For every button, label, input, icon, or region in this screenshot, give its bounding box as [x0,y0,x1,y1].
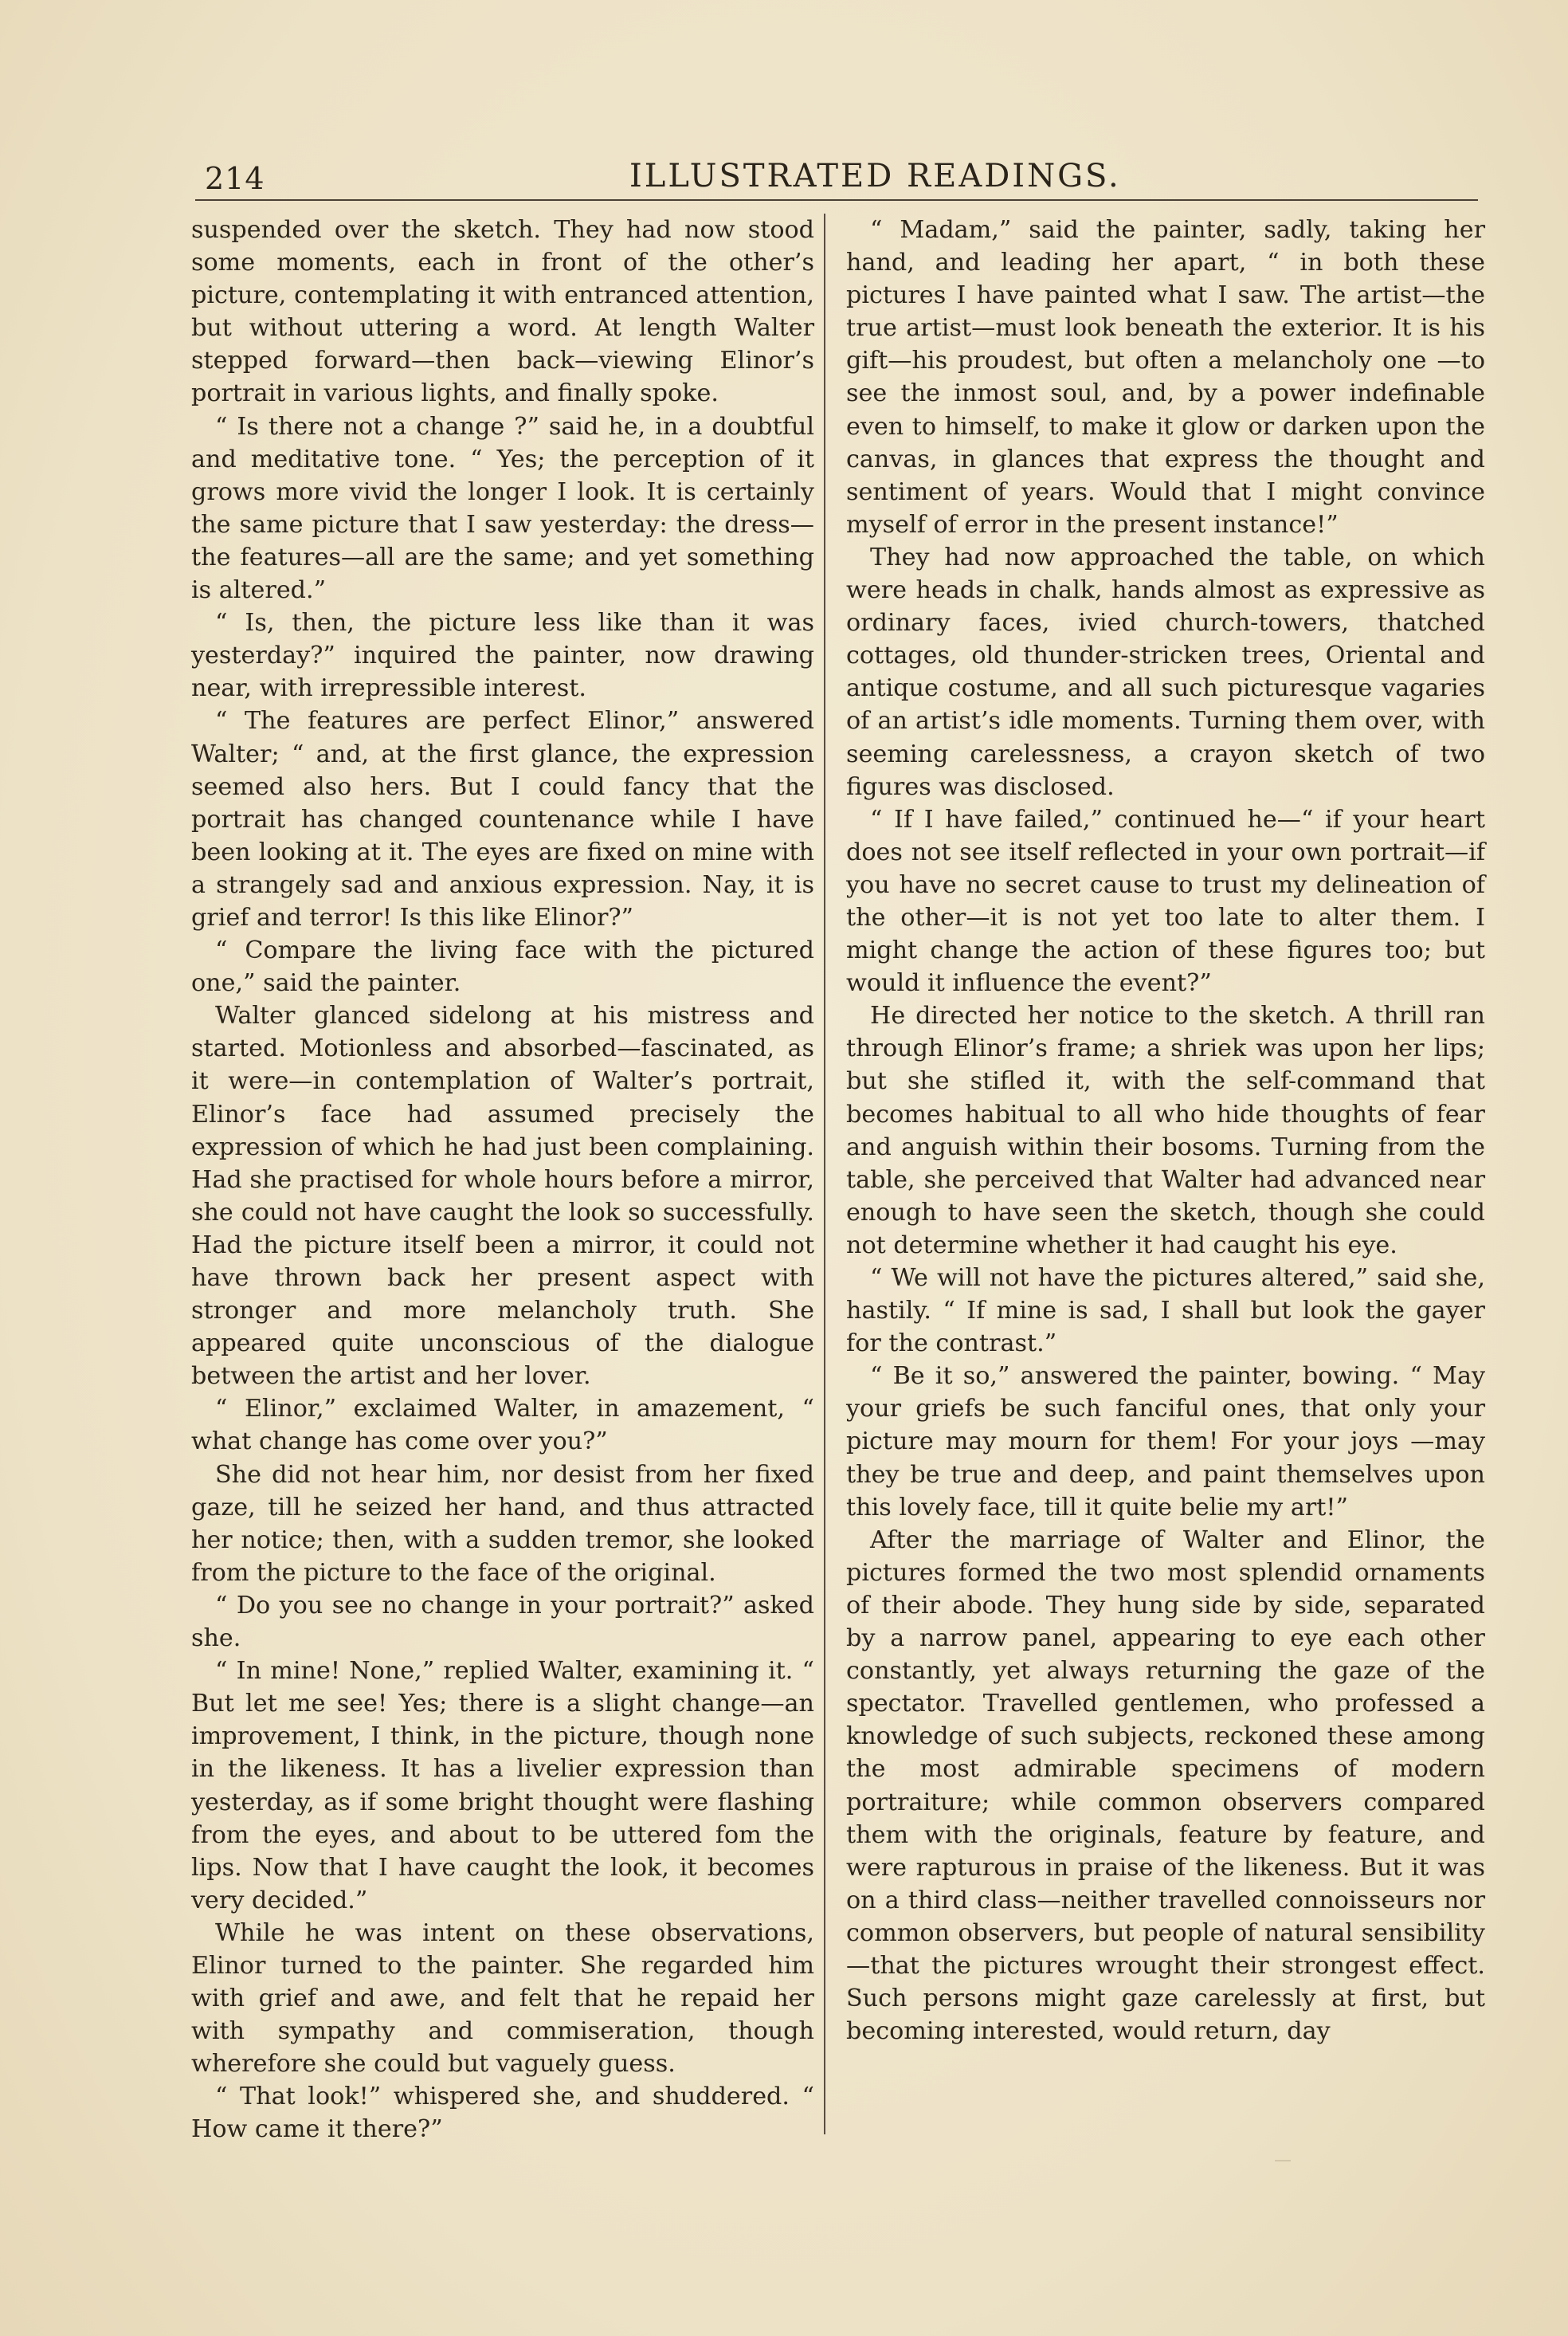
paragraph: Walter glanced sidelong at his mistress and started. Motionless and absorbed—fascinated, as it were—in contemplation of Walter’s portrait, Elinor’s face had assumed precisely the expression of which he had just been complaining. Had she practised for whole hours before a mirror, she could not have caught the look so successfully. Had the picture itself been a mirror, it could not have thrown back her present aspect with stronger and more melancholy truth. She appeared quite unconscious of the dialogue between the artist and her lover. [191,1002,814,1391]
paragraph: “ Compare the living face with the pictured one,” said the painter. [191,936,814,998]
running-head: ILLUSTRATED READINGS. [629,158,1121,194]
paragraph: “ We will not have the pictures altered,” said she, hastily. “ If mine is sad, I shall but look the gayer for the contrast.” [846,1264,1485,1358]
paragraph: suspended over the sketch. They had now stood some moments, each in front of the other’s picture, contemplating it with entranced attention, but without uttering a word. At length Walter stepped forward—then back—viewing Elinor’s portrait in various lights, and finally spoke. [191,216,814,408]
paragraph: “ That look!” whispered she, and shuddered. “ How came it there?” [191,2083,814,2144]
paragraph: “ Is, then, the picture less like than it was yesterday?” inquired the painter, now drawing near, with irrepressible interest. [191,609,814,703]
page-header [195,158,1478,201]
paragraph: They had now approached the table, on which were heads in chalk, hands almost as expressive as ordinary faces, ivied church-towers, thatched cottages, old thunder-stricken trees, Oriental and antique costume, and all such picturesque vagaries of an artist’s idle moments. Turning them over, with seeming carelessness, a crayon sketch of two figures was disclosed. [846,543,1485,801]
paragraph: “ Do you see no change in your portrait?” asked she. [191,1591,814,1653]
paragraph: While he was intent on these observations, Elinor turned to the painter. She regarded him with grief and awe, and felt that he repaid her with sympathy and commiseration, though wherefore she could but vaguely guess. [191,1918,814,2079]
paragraph: She did not hear him, nor desist from her fixed gaze, till he seized her hand, and thus attracted her notice; then, with a sudden tremor, she looked from the picture to the face of the original. [191,1460,814,1587]
paragraph: “ The features are perfect Elinor,” answered Walter; “ and, at the first glance, the expression seemed also hers. But I could fancy that the portrait has changed countenance while I have been looking at it. The eyes are fixed on mine with a strangely sad and anxious expression. Nay, it is grief and terror! Is this like Elinor?” [191,707,814,932]
paragraph: “ If I have failed,” continued he—“ if your heart does not see itself reflected in your own portrait—if you have no secret cause to trust my delineation of the other—it is not yet too late to alter them. I might change the action of these figures too; but would it influence the event?” [846,805,1485,998]
paper-mark [1275,2152,1291,2161]
paragraph: “ Elinor,” exclaimed Walter, in amazement, “ what change has come over you?” [191,1395,814,1456]
column-divider [824,214,825,2134]
paragraph: “ Madam,” said the painter, sadly, taking her hand, and leading her apart, “ in both these pictures I have painted what I saw. The artist—the true artist—must look beneath the exterior. It is his gift—his proudest, but often a melancholy one —to see the inmost soul, and, by a power indefinable even to himself, to make it glow or darken upon the canvas, in glances that express the thought and sentiment of years. Would that I might convince myself of error in the present instance!” [846,216,1485,539]
paragraph: “ Be it so,” answered the painter, bowing. “ May your griefs be such fanciful ones, that only your picture may mourn for them! For your joys —may they be true and deep, and paint themselves upon this lovely face, till it quite belie my art!” [846,1362,1485,1521]
right-column [846,214,1485,2047]
page-number: 214 [205,161,265,196]
paragraph: “ Is there not a change ?” said he, in a doubtful and meditative tone. “ Yes; the perception of it grows more vivid the longer I look. It is certainly the same picture that I saw yesterday: the dress—the features—all are the same; and yet something is altered.” [191,412,814,605]
paragraph: He directed her notice to the sketch. A thrill ran through Elinor’s frame; a shriek was upon her lips; but she stifled it, with the self-command that becomes habitual to all who hide thoughts of fear and anguish within their bosoms. Turning from the table, she perceived that Walter had advanced near enough to have seen the sketch, though she could not determine whether it had caught his eye. [846,1002,1485,1259]
paragraph: After the marriage of Walter and Elinor, the pictures formed the two most splendid ornaments of their abode. They hung side by side, separated by a narrow panel, appearing to eye each other constantly, yet always returning the gaze of the spectator. Travelled gentlemen, who professed a knowledge of such subjects, reckoned these among the most admirable specimens of modern portraiture; while common observers compared them with the originals, feature by feature, and were rapturous in praise of the likeness. But it was on a third class—neither travelled connoisseurs nor common observers, but people of natural sensibility—that the pictures wrought their strongest effect. Such persons might gaze carelessly at first, but becoming interested, would return, day [846,1525,1485,2046]
left-column [191,214,814,2146]
paragraph: “ In mine! None,” replied Walter, examining it. “ But let me see! Yes; there is a slight change—an improvement, I think, in the picture, though none in the likeness. It has a livelier expression than yesterday, as if some bright thought were flashing from the eyes, and about to be uttered fom the lips. Now that I have caught the look, it becomes very decided.” [191,1657,814,1914]
